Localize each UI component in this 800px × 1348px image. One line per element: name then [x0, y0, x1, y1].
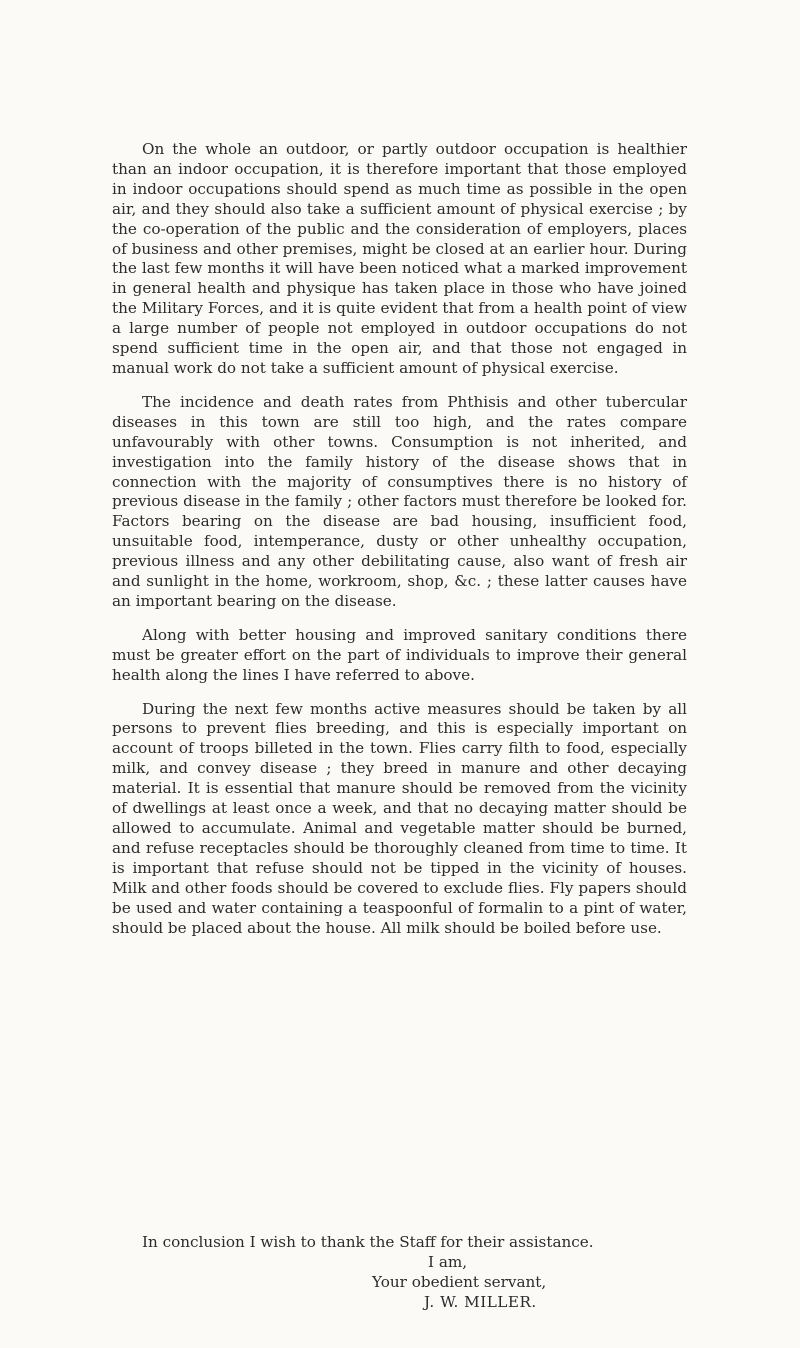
paragraph-flies: During the next few months active measures should be taken by all persons to prevent flies breeding, and this is especially important on account of troops billeted in the town. Flies carry filth to food, especially milk, and convey disease ; they breed in manure and other decaying material. It is essential that manure should be removed from the vicinity of dwellings at least once a week, and that no decaying matter should be allowed to accumulate. Animal and vegetable matter should be burned, and refuse receptacles should be thoroughly cleaned from time to time. It is important that refuse should not be tipped in the vicinity of houses. Milk and other foods should be covered to exclude flies. Fly papers should be used and water containing a teaspoonful of formalin to a pint of water, should be placed about the house. All milk should be boiled before use. — [112, 699, 687, 937]
closing-valediction: Your obedient servant, — [372, 1272, 547, 1291]
letter-body — [112, 140, 687, 938]
paragraph-housing: Along with better housing and improved sanitary conditions there must be greater effort on the part of individuals to improve their general health along the lines I have referred to above. — [112, 625, 687, 684]
paragraph-phthisis: The incidence and death rates from Phthisis and other tubercular diseases in this town are still too high, and the rates compare unfavourably with other towns. Consumption is not inherited, and investigation into the family history of the disease shows that in connection with the majority of consumptives there is no history of previous disease in the family ; other factors must therefore be looked for. Factors bearing on the disease are bad housing, insufficient food, unsuitable food, intemperance, dusty or other unhealthy occupation, previous illness and any other debilitating cause, also want of fresh air and sunlight in the home, workroom, shop, &c. ; these latter causes have an important bearing on the disease. — [112, 392, 687, 610]
paragraph-outdoor-occupation: On the whole an outdoor, or partly outdoor occupation is healthier than an indoor occupation, it is therefore important that those employed in indoor occupations should spend as much time as possible in the open air, and they should also take a sufficient amount of physical exercise ; by the co-operation of the public and the consideration of employers, places of business and other premises, might be closed at an earlier hour. During the last few months it will have been noticed what a marked improvement in general health and physique has taken place in those who have joined the Military Forces, and it is quite evident that from a health point of view a large number of people not employed in outdoor occupations do not spend sufficient time in the open air, and that those not engaged in manual work do not take a sufficient amount of physical exercise. — [112, 140, 687, 377]
closing-thanks: In conclusion I wish to thank the Staff for their assistance. — [142, 1233, 594, 1251]
signature: J. W. MILLER. — [424, 1292, 537, 1311]
letter-closing — [112, 1233, 687, 1313]
closing-i-am: I am, — [428, 1252, 468, 1271]
